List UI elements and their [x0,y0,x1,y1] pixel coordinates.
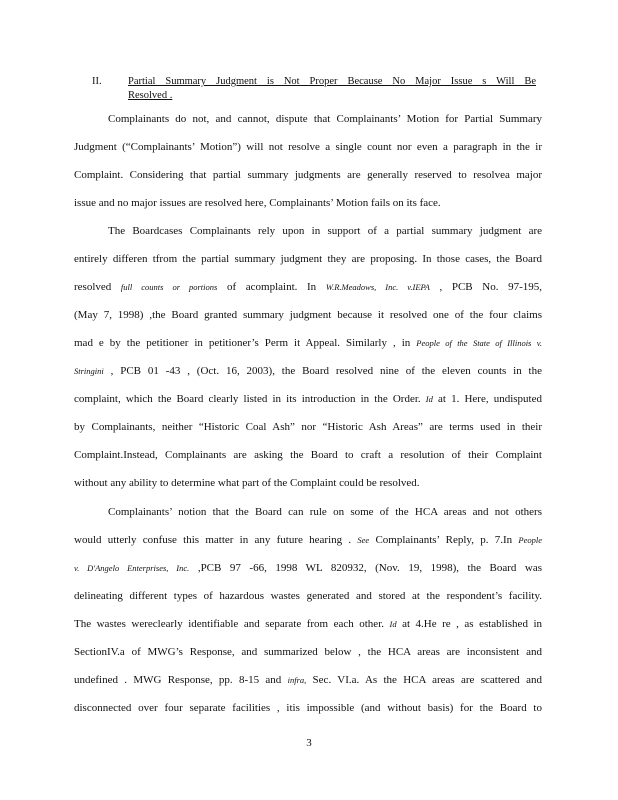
text-line: issue and no major issues are resolved here, Complainants’ Motion fails on its face. [74,197,441,209]
text-line: SectionIV.a of MWG’s Response, and summarized below , the HCA areas are inconsistent and [74,646,542,658]
citation-italic: Id [425,394,433,404]
text-line: entirely differen tfrom the partial summary judgment they are proposing. In those cases, the Board [74,253,542,265]
text-line [74,673,542,687]
text-line: Complainants do not, and cannot, dispute that Complainants’ Motion for Partial Summary [108,113,542,125]
text-run: undefined . MWG Response, pp. 8-15 and [74,674,288,686]
text-line: The Boardcases Complainants rely upon in support of a partial summary judgment are [108,225,542,237]
text-line [74,336,542,350]
citation-italic: W.R.Meadows, Inc. v.IEPA [325,282,430,292]
citation-italic: See [357,535,370,545]
text-run: at 4.He re , as established in [396,618,542,630]
text-run: ,PCB 97 -66, 1998 WL 820932, (Nov. 19, 1998), the Board was [189,562,542,574]
text-line [74,617,542,631]
citation-italic: People of the State of Illinois v. [416,338,542,348]
text-line: Judgment (“Complainants’ Motion”) will not resolve a single count nor even a paragraph in the ir [74,141,542,153]
text-line: disconnected over four separate facilities , itis impossible (and without basis) for the Board to [74,702,542,714]
text-line [74,533,542,547]
text-line: delineating different types of hazardous wastes generated and stored at the respondent’s facility. [74,590,542,602]
text-run: Sec. VI.a. As the HCA areas are scattered and [306,674,542,686]
citation-italic: Id [389,619,397,629]
text-line: without any ability to determine what part of the Complaint could be resolved. [74,477,420,489]
text-run: resolved [74,281,121,293]
citation-italic: v. D'Angelo Enterprises, Inc. [74,563,190,573]
text-line: Complainants’ notion that the Board can rule on some of the HCA areas and not others [108,506,542,518]
text-run: , PCB No. 97-195, [429,281,542,293]
text-line [74,561,542,575]
text-line: by Complainants, neither “Historic Coal Ash” nor “Historic Ash Areas” are terms used in their [74,421,542,433]
text-run: of acomplaint. In [217,281,326,293]
text-line: Complaint.Instead, Complainants are asking the Board to craft a resolution of their Complaint [74,449,542,461]
section-number: II. [92,76,102,87]
text-run: , PCB 01 -43 , (Oct. 16, 2003), the Board resolved nine of the eleven counts in the [103,365,542,377]
citation-italic: full counts or portions [120,282,218,292]
text-line [74,280,542,294]
citation-italic: People [518,535,542,545]
text-line [74,364,542,378]
section-title-line-1: Partial Summary Judgment is Not Proper Because No Major Issue s Will Be [128,76,536,87]
text-run: at 1. Here, undisputed [432,393,542,405]
text-run: would utterly confuse this matter in any future hearing . [74,534,358,546]
text-line: (May 7, 1998) ,the Board granted summary judgment because it resolved one of the four claims [74,309,542,321]
text-run: The wastes wereclearly identifiable and separate from each other. [74,618,390,630]
text-line [74,392,542,406]
section-title-line-2: Resolved . [128,90,173,101]
text-run: mad e by the petitioner in petitioner’s Perm it Appeal. Similarly , in [74,337,417,349]
text-line: Complaint. Considering that partial summary judgments are generally reserved to resolvea major [74,169,542,181]
text-run: complaint, which the Board clearly listed in its introduction in the Order. [74,393,426,405]
citation-italic: infra, [287,675,307,685]
text-run: Complainants’ Reply, p. 7.In [369,534,519,546]
page-number: 3 [306,737,312,749]
citation-italic: Stringini [74,366,104,376]
